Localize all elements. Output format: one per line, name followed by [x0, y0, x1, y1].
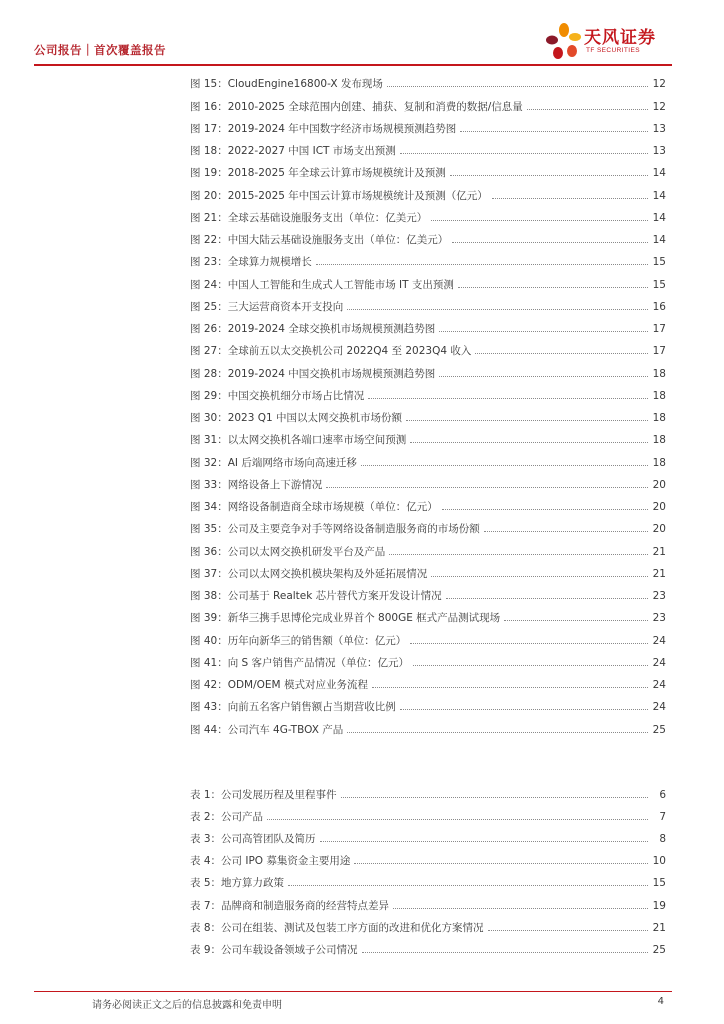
- toc-page-number: 14: [652, 167, 666, 180]
- toc-label: 图 19：2018-2025 年全球云计算市场规模统计及预测: [190, 167, 446, 180]
- toc-label: 图 32：AI 后端网络市场向高速迁移: [190, 456, 357, 469]
- dot-leader: [439, 376, 648, 377]
- toc-label: 表 1：公司发展历程及里程事件: [190, 789, 337, 802]
- dot-leader: [267, 819, 648, 820]
- toc-label: 图 17：2019-2024 年中国数字经济市场规模预测趋势图: [190, 122, 457, 135]
- toc-label: 图 36：公司以太网交换机研发平台及产品: [190, 545, 386, 558]
- dot-leader: [400, 709, 648, 710]
- toc-row[interactable]: [190, 203, 666, 225]
- toc-label: 图 18：2022-2027 中国 ICT 市场支出预测: [190, 145, 396, 157]
- toc-page-number: 18: [652, 412, 666, 424]
- toc-label: 图 15：CloudEngine16800-X 发布现场: [190, 78, 383, 91]
- toc-row[interactable]: [190, 114, 666, 136]
- toc-label: 图 42：ODM/OEM 模式对应业务流程: [190, 679, 368, 691]
- toc-page-number: 17: [652, 345, 666, 358]
- toc-label: 图 16：2010-2025 全球范围内创建、捕获、复制和消费的数据/信息量: [190, 100, 523, 113]
- toc-label: 图 34：网络设备制造商全球市场规模（单位：亿元）: [190, 501, 438, 513]
- dot-leader: [362, 952, 648, 953]
- toc-label: 图 40：历年向新华三的销售额（单位：亿元）: [190, 634, 407, 647]
- dot-leader: [341, 797, 648, 798]
- toc-page-number: 21: [652, 545, 666, 558]
- dot-leader: [389, 554, 648, 555]
- toc-page-number: 8: [659, 833, 666, 846]
- dot-leader: [475, 353, 648, 354]
- disclaimer-text: 请务必阅读正文之后的信息披露和免责申明: [92, 1000, 282, 1011]
- toc-row[interactable]: [190, 225, 666, 247]
- toc-row[interactable]: [190, 292, 666, 314]
- dot-leader: [368, 398, 648, 399]
- toc-row[interactable]: [190, 470, 666, 492]
- toc-page-number: 13: [652, 122, 666, 135]
- dot-leader: [458, 287, 648, 288]
- toc-label: 图 39：新华三携手思博伦完成业界首个 800GE 框式产品测试现场: [190, 612, 501, 625]
- dot-leader: [527, 109, 648, 110]
- dot-leader: [410, 643, 648, 644]
- dot-leader: [361, 465, 648, 466]
- toc-row[interactable]: [190, 846, 666, 868]
- toc-label: 图 27：全球前五以太交换机公司 2022Q4 至 2023Q4 收入: [190, 345, 472, 358]
- dot-leader: [326, 487, 648, 488]
- toc-page-number: 18: [652, 456, 666, 469]
- toc-label: 图 26：2019-2024 全球交换机市场规模预测趋势图: [190, 323, 436, 335]
- toc-page-number: 6: [659, 789, 666, 802]
- dot-leader: [431, 576, 648, 577]
- dot-leader: [400, 153, 648, 154]
- toc-row[interactable]: [190, 559, 666, 581]
- dot-leader: [410, 442, 648, 443]
- dot-leader: [450, 175, 648, 176]
- dot-leader: [488, 930, 648, 931]
- toc-page-number: 17: [652, 323, 666, 335]
- dot-leader: [372, 687, 648, 688]
- dot-leader: [320, 841, 648, 842]
- dot-leader: [484, 531, 648, 532]
- toc-page-number: 16: [652, 300, 666, 313]
- dot-leader: [460, 131, 648, 132]
- toc-label: 表 9：公司车载设备领域子公司情况: [190, 943, 358, 956]
- dot-leader: [387, 86, 648, 87]
- toc-page-number: 21: [652, 921, 666, 934]
- toc-label: 图 33：网络设备上下游情况: [190, 478, 323, 491]
- toc-page-number: 25: [652, 943, 666, 956]
- dot-leader: [431, 220, 648, 221]
- toc-row[interactable]: [190, 714, 666, 736]
- toc-row[interactable]: [190, 69, 666, 91]
- dot-leader: [442, 509, 648, 510]
- toc-page-number: 15: [652, 278, 666, 291]
- page-number: 4: [657, 996, 664, 1007]
- toc-page-number: 12: [652, 100, 666, 113]
- toc-row[interactable]: [190, 581, 666, 603]
- toc-row[interactable]: [190, 536, 666, 558]
- toc-label: 图 24：中国人工智能和生成式人工智能市场 IT 支出预测: [190, 278, 454, 291]
- toc-page-number: 18: [652, 367, 666, 380]
- toc-row[interactable]: [190, 890, 666, 912]
- toc-row[interactable]: [190, 780, 666, 802]
- dot-leader: [347, 732, 648, 733]
- tf-securities-logo: [542, 22, 672, 62]
- toc-label: 图 30：2023 Q1 中国以太网交换机市场份额: [190, 412, 403, 424]
- toc-row[interactable]: [190, 425, 666, 447]
- toc-row[interactable]: [190, 358, 666, 380]
- toc-page-number: 23: [652, 612, 666, 625]
- page-header: [34, 28, 672, 64]
- toc-page-number: 15: [652, 877, 666, 890]
- header-divider: [34, 64, 672, 66]
- toc-label: 表 2：公司产品: [190, 811, 264, 824]
- toc-row[interactable]: [190, 868, 666, 890]
- toc-page-number: 14: [652, 211, 666, 224]
- toc-row[interactable]: [190, 670, 666, 692]
- toc-page-number: 13: [652, 145, 666, 157]
- toc-page-number: 10: [652, 855, 666, 868]
- toc-row[interactable]: [190, 269, 666, 291]
- logo-chinese-name: 天风证券: [584, 28, 656, 48]
- toc-row[interactable]: [190, 336, 666, 358]
- dot-leader: [439, 331, 648, 332]
- toc-label: 表 3：公司高管团队及简历: [190, 833, 316, 846]
- toc-row[interactable]: [190, 403, 666, 425]
- toc-row[interactable]: [190, 136, 666, 158]
- toc-page-number: 20: [652, 523, 666, 536]
- toc-label: 图 44：公司汽车 4G-TBOX 产品: [190, 723, 344, 736]
- toc-page-number: 24: [652, 656, 666, 669]
- toc-page-number: 21: [652, 567, 666, 580]
- toc-label: 表 4：公司 IPO 募集资金主要用途: [190, 855, 351, 868]
- toc-label: 图 31：以太网交换机各端口速率市场空间预测: [190, 434, 407, 447]
- dot-leader: [354, 863, 648, 864]
- toc-row[interactable]: [190, 247, 666, 269]
- toc-label: 图 41：向 S 客户销售产品情况（单位：亿元）: [190, 656, 410, 669]
- toc-row[interactable]: [190, 603, 666, 625]
- toc-row[interactable]: [190, 381, 666, 403]
- toc-page-number: 15: [652, 256, 666, 269]
- dot-leader: [504, 620, 648, 621]
- dot-leader: [347, 309, 648, 310]
- toc-row[interactable]: [190, 648, 666, 670]
- toc-label: 图 20：2015-2025 年中国云计算市场规模统计及预测（亿元）: [190, 189, 488, 202]
- toc-page-number: 12: [652, 78, 666, 91]
- toc-page-number: 14: [652, 234, 666, 246]
- dot-leader: [406, 420, 648, 421]
- toc-page-number: 24: [652, 634, 666, 647]
- flower-logo-icon: [542, 22, 582, 62]
- toc-row[interactable]: [190, 492, 666, 514]
- toc-page-number: 18: [652, 434, 666, 447]
- toc-label: 图 35：公司及主要竞争对手等网络设备制造服务商的市场份额: [190, 523, 480, 536]
- toc-row[interactable]: [190, 158, 666, 180]
- toc-label: 图 38：公司基于 Realtek 芯片替代方案开发设计情况: [190, 590, 442, 602]
- toc-page-number: 18: [652, 389, 666, 402]
- toc-row[interactable]: [190, 802, 666, 824]
- toc-label: 表 7：品牌商和制造服务商的经营特点差异: [190, 899, 390, 912]
- toc-row[interactable]: [190, 447, 666, 469]
- toc-label: 图 23：全球算力规模增长: [190, 256, 312, 269]
- dot-leader: [393, 908, 648, 909]
- toc-page-number: 14: [652, 189, 666, 202]
- dot-leader: [413, 665, 648, 666]
- toc-row[interactable]: [190, 514, 666, 536]
- dot-leader: [446, 598, 648, 599]
- toc-page-number: 25: [652, 723, 666, 736]
- toc-label: 图 28：2019-2024 中国交换机市场规模预测趋势图: [190, 367, 436, 380]
- dot-leader: [452, 242, 648, 243]
- toc-row[interactable]: [190, 91, 666, 113]
- toc-label: 图 43：向前五名客户销售额占当期营收比例: [190, 701, 396, 714]
- toc-row[interactable]: [190, 913, 666, 935]
- report-type-title: 公司报告｜首次覆盖报告: [34, 43, 166, 57]
- toc-label: 图 37：公司以太网交换机模块架构及外延拓展情况: [190, 567, 428, 580]
- dot-leader: [316, 264, 648, 265]
- toc-page-number: 23: [652, 590, 666, 602]
- toc-page-number: 24: [652, 679, 666, 691]
- logo-english-name: TF SECURITIES: [586, 47, 640, 54]
- toc-page-number: 7: [659, 811, 666, 824]
- toc-row[interactable]: [190, 824, 666, 846]
- toc-page-number: 24: [652, 701, 666, 714]
- toc-row[interactable]: [190, 314, 666, 336]
- toc-row[interactable]: [190, 625, 666, 647]
- toc-label: 图 22：中国大陆云基础设施服务支出（单位：亿美元）: [190, 234, 449, 246]
- toc-label: 图 21：全球云基础设施服务支出（单位：亿美元）: [190, 211, 428, 224]
- table-list: [190, 780, 666, 957]
- footer-divider: [34, 991, 672, 992]
- toc-label: 图 25：三大运营商资本开支投向: [190, 300, 344, 313]
- toc-row[interactable]: [190, 692, 666, 714]
- toc-row[interactable]: [190, 180, 666, 202]
- toc-label: 表 5：地方算力政策: [190, 877, 285, 890]
- toc-page-number: 20: [652, 478, 666, 491]
- toc-page-number: 19: [652, 899, 666, 912]
- toc-row[interactable]: [190, 935, 666, 957]
- dot-leader: [492, 198, 648, 199]
- toc-label: 表 8：公司在组装、测试及包装工序方面的改进和优化方案情况: [190, 921, 484, 934]
- toc-label: 图 29：中国交换机细分市场占比情况: [190, 389, 365, 402]
- dot-leader: [288, 885, 648, 886]
- figure-list: [190, 69, 666, 737]
- toc-page-number: 20: [652, 501, 666, 513]
